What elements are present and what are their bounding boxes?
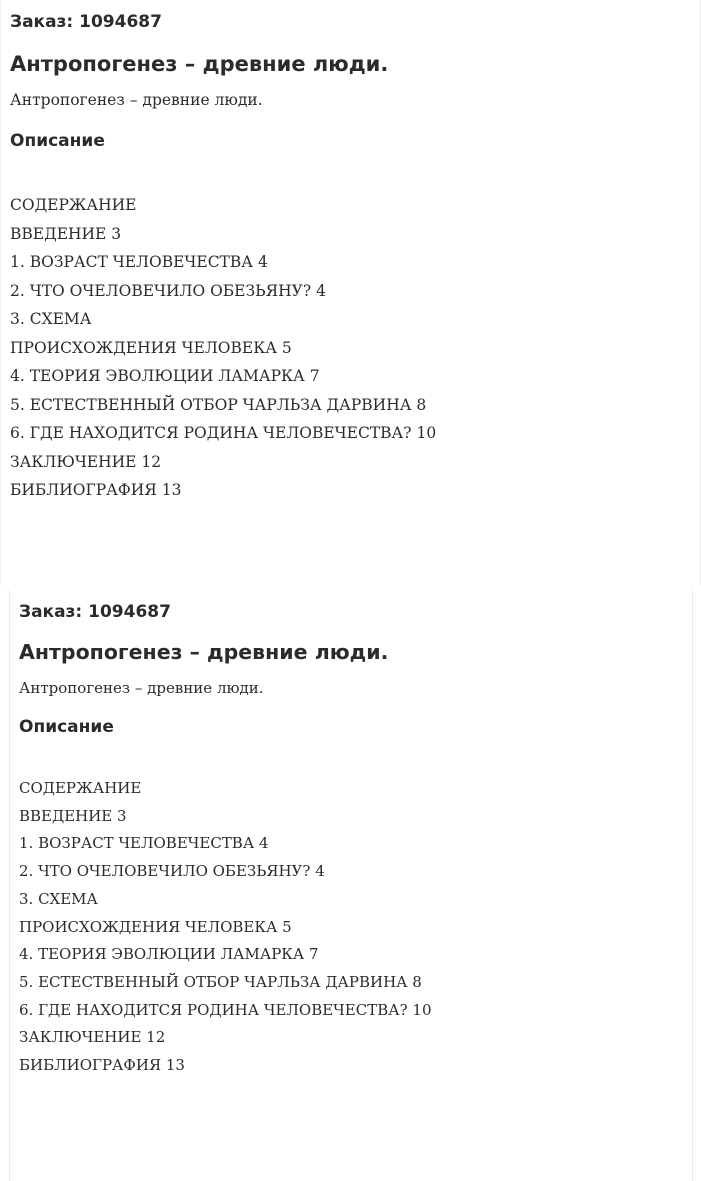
description-heading: Описание [19,717,114,737]
toc-item: 5. ЕСТЕСТВЕННЫЙ ОТБОР ЧАРЛЬЗА ДАРВИНА 8 [19,972,422,991]
toc-item: 4. ТЕОРИЯ ЭВОЛЮЦИИ ЛАМАРКА 7 [10,367,320,385]
toc-item: 6. ГДЕ НАХОДИТСЯ РОДИНА ЧЕЛОВЕЧЕСТВА? 10 [19,1000,432,1019]
toc-item: ВВЕДЕНИЕ 3 [10,224,122,243]
toc-item: ЗАКЛЮЧЕНИЕ 12 [10,452,162,471]
order-number: Заказ: 1094687 [10,12,162,32]
order-number: Заказ: 1094687 [19,602,171,622]
toc-item: 2. ЧТО ОЧЕЛОВЕЧИЛО ОБЕЗЬЯНУ? 4 [19,862,325,881]
table-of-contents [10,191,700,505]
toc-item: БИБЛИОГРАФИЯ 13 [19,1056,185,1075]
table-of-contents [19,775,692,1080]
toc-item: 3. СХЕМА [10,310,92,328]
toc-item: 5. ЕСТЕСТВЕННЫЙ ОТБОР ЧАРЛЬЗА ДАРВИНА 8 [10,395,427,414]
toc-item: ПРОИСХОЖДЕНИЯ ЧЕЛОВЕКА 5 [19,917,292,936]
toc-item: 1. ВОЗРАСТ ЧЕЛОВЕЧЕСТВА 4 [10,253,268,271]
toc-item: СОДЕРЖАНИЕ [19,779,142,797]
page-title: Антропогенез – древние люди. [19,640,389,664]
page-title: Антропогенез – древние люди. [10,52,389,76]
toc-item: 1. ВОЗРАСТ ЧЕЛОВЕЧЕСТВА 4 [19,834,269,853]
toc-item: ЗАКЛЮЧЕНИЕ 12 [19,1028,166,1047]
order-card-1 [0,0,701,585]
description-heading: Описание [10,131,105,151]
toc-item: 4. ТЕОРИЯ ЭВОЛЮЦИИ ЛАМАРКА 7 [19,945,319,964]
page-subtitle: Антропогенез – древние люди. [19,679,264,697]
toc-item: ПРОИСХОЖДЕНИЯ ЧЕЛОВЕКА 5 [10,338,292,357]
toc-item: 3. СХЕМА [19,889,98,908]
toc-item: СОДЕРЖАНИЕ [10,196,137,214]
toc-item: ВВЕДЕНИЕ 3 [19,806,127,825]
toc-item: 2. ЧТО ОЧЕЛОВЕЧИЛО ОБЕЗЬЯНУ? 4 [10,281,326,300]
toc-item: БИБЛИОГРАФИЯ 13 [10,481,182,499]
toc-item: 6. ГДЕ НАХОДИТСЯ РОДИНА ЧЕЛОВЕЧЕСТВА? 10 [10,424,437,442]
order-card-2 [9,590,693,1181]
page-subtitle: Антропогенез – древние люди. [10,91,263,109]
